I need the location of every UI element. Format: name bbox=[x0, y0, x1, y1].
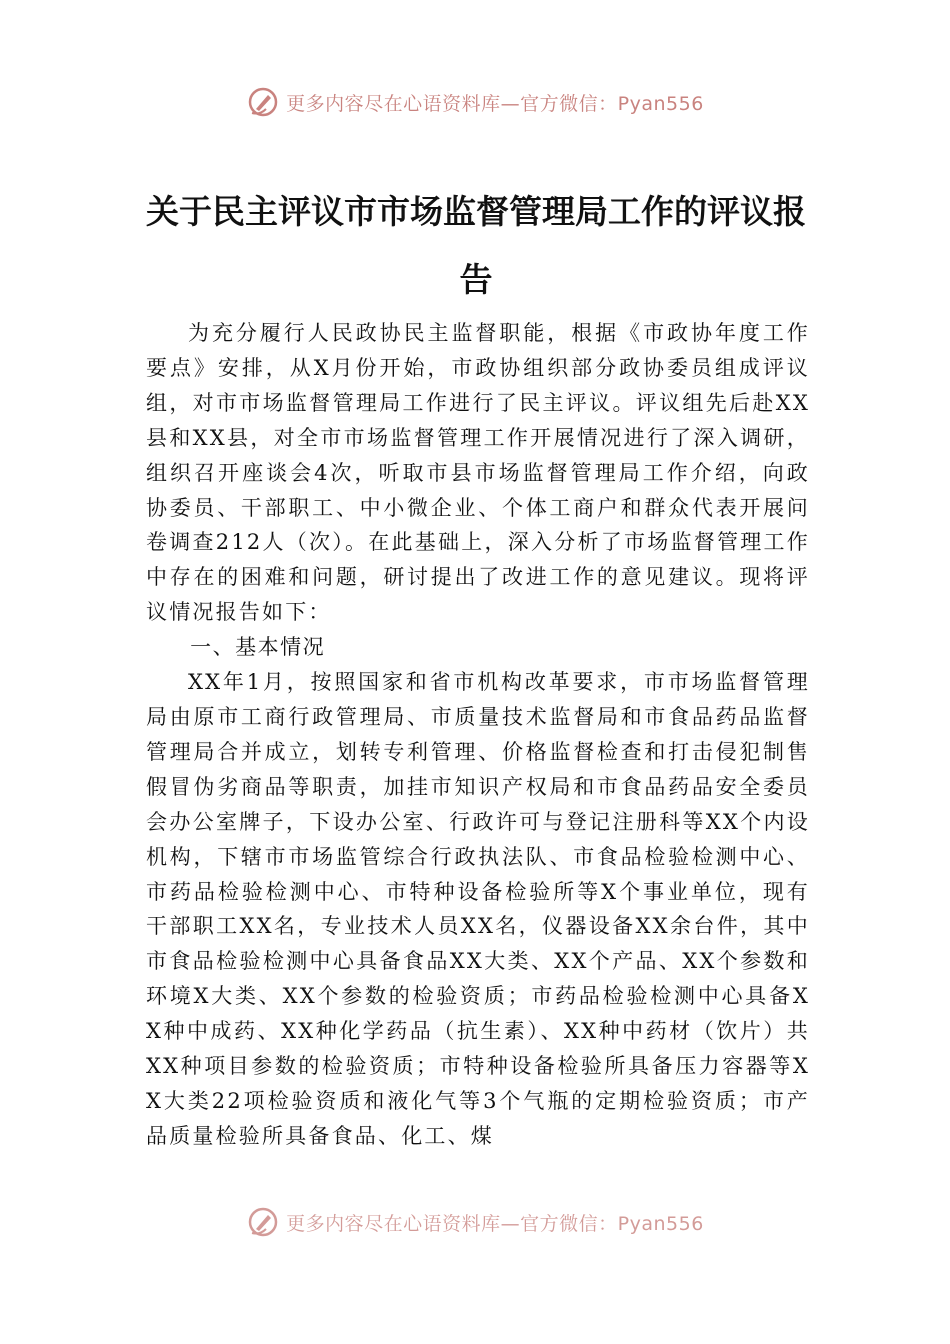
document-title: 关于民主评议市市场监督管理局工作的评议报告 bbox=[146, 192, 806, 299]
logo-icon bbox=[246, 85, 280, 119]
document-body bbox=[146, 316, 810, 1154]
watermark-text: 更多内容尽在心语资料库—官方微信：Pyan556 bbox=[286, 92, 704, 115]
logo-icon bbox=[246, 1205, 280, 1239]
watermark-text: 更多内容尽在心语资料库—官方微信：Pyan556 bbox=[286, 1212, 704, 1235]
intro-paragraph: 为充分履行人民政协民主监督职能，根据《市政协年度工作要点》安排，从X月份开始，市政协组织部分政协委员组成评议组，对市市场监督管理局工作进行了民主评议。评议组先后赴XX县和XX县，对全市市场监督管理工作开展情况进行了深入调研，组织召开座谈会4次，听取市县市场监督管理局工作介绍，向政协委员、干部职工、中小微企业、个体工商户和群众代表开展问卷调查212人（次）。在此基础上，深入分析了市场监督管理工作中存在的困难和问题，研讨提出了改进工作的意见建议。现将评议情况报告如下： bbox=[146, 321, 810, 625]
section-heading: 一、基本情况 bbox=[190, 635, 326, 660]
section-paragraph: XX年1月，按照国家和省市机构改革要求，市市场监督管理局由原市工商行政管理局、市质量技术监督局和市食品药品监督管理局合并成立，划转专利管理、价格监督检查和打击侵犯制售假冒伪劣商品等职责，加挂市知识产权局和市食品药品安全委员会办公室牌子，下设办公室、行政许可与登记注册科等XX个内设机构，下辖市市场监管综合行政执法队、市食品检验检测中心、市药品检验检测中心、市特种设备检验所等X个事业单位，现有干部职工XX名，专业技术人员XX名，仪器设备XX余台件，其中市食品检验检测中心具备食品XX大类、XX个产品、XX个参数和环境X大类、XX个参数的检验资质；市药品检验检测中心具备XX种中成药、XX种化学药品（抗生素）、XX种中药材（饮片）共XX种项目参数的检验资质；市特种设备检验所具备压力容器等XX大类22项检验资质和液化气等3个气瓶的定期检验资质；市产品质量检验所具备食品、化工、煤 bbox=[146, 670, 810, 1148]
watermark-footer bbox=[0, 1202, 950, 1242]
watermark-header bbox=[0, 82, 950, 122]
